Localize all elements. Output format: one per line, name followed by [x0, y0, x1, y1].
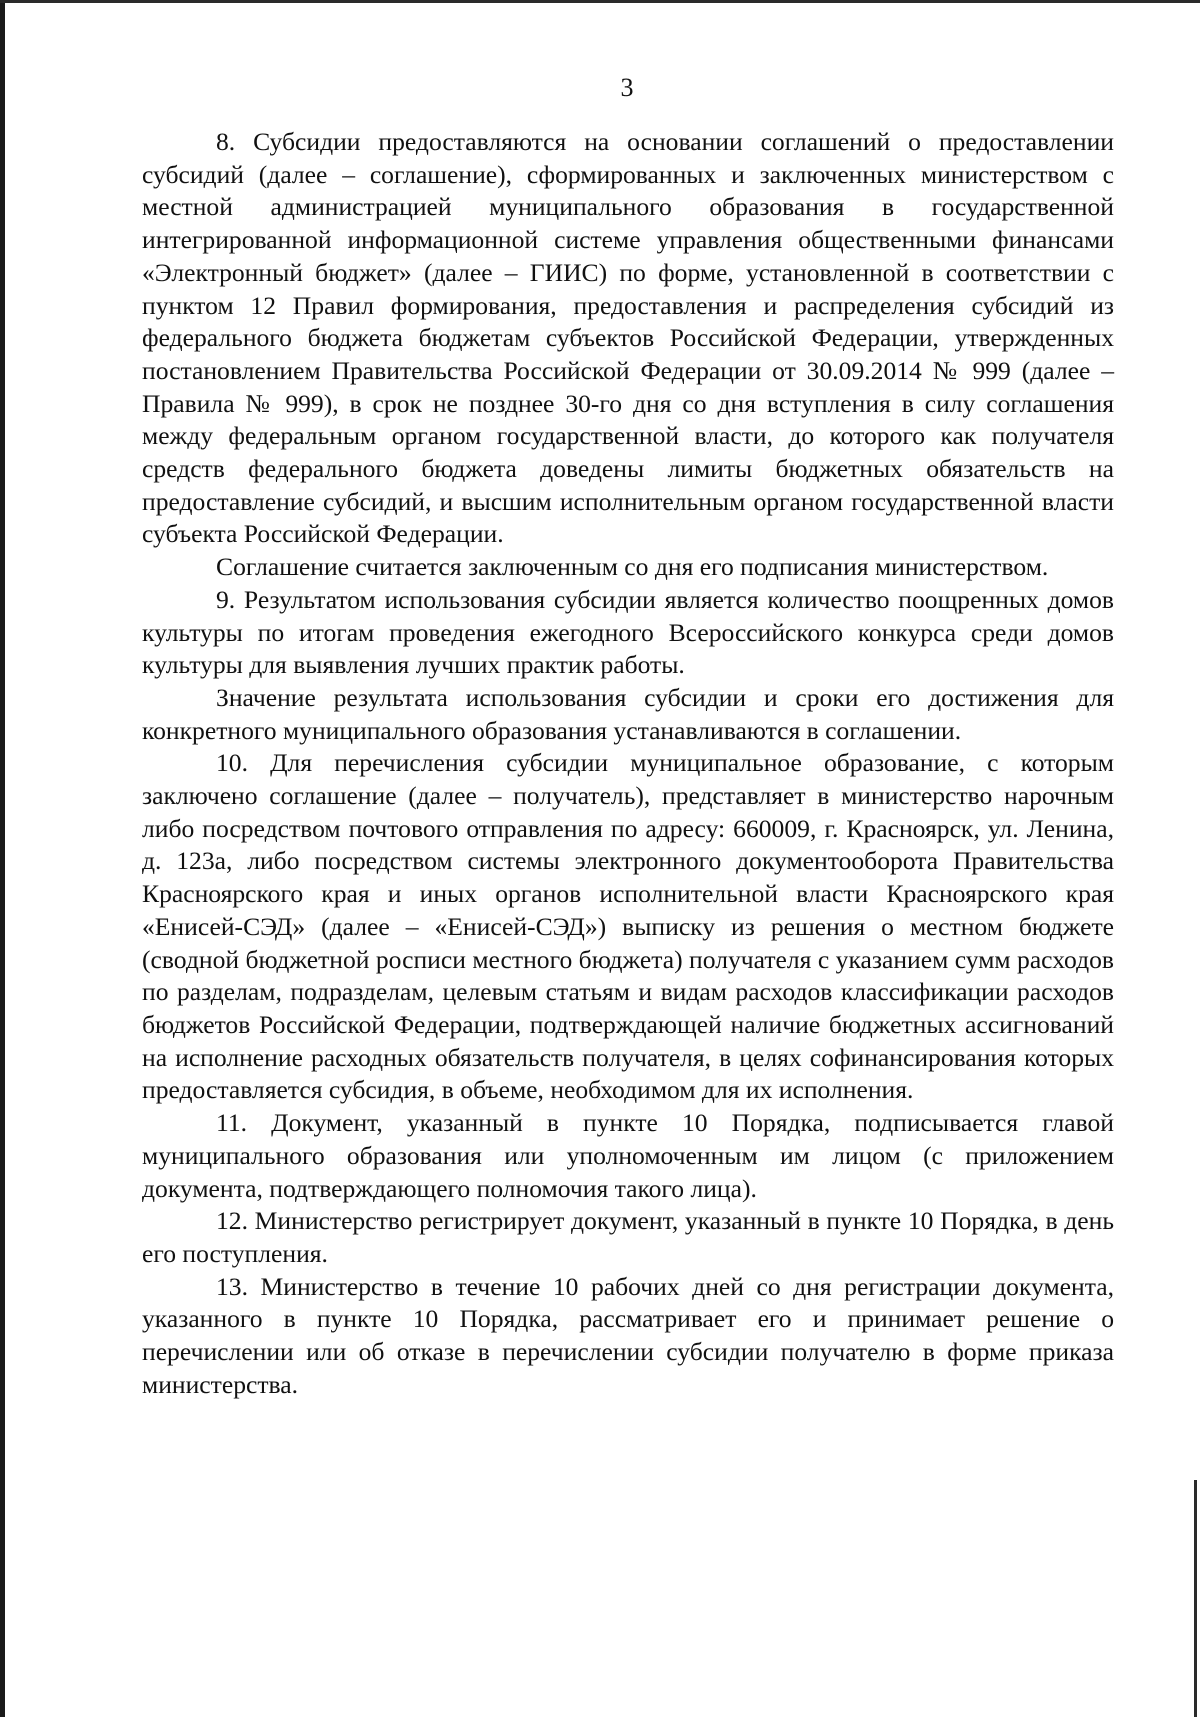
document-body: [142, 126, 1114, 1401]
paragraph-agreement-signed: Соглашение считается заключенным со дня его подписания министерством.: [216, 552, 1049, 582]
scan-edge-right: [1194, 1480, 1197, 1717]
paragraph-13: 13. Министерство в течение 10 рабочих дней со дня регистрации документа, указанного в пункте 10 Порядка, рассматривает его и принимает решение о перечислении или об отказе в перечислении субсидии получателю в форме приказа министерства.: [142, 1271, 1114, 1399]
scan-edge-left: [0, 0, 5, 1717]
paragraph-12: 12. Министерство регистрирует документ, указанный в пункте 10 Порядка, в день его поступления.: [142, 1206, 1114, 1268]
scan-edge-top: [0, 0, 1200, 3]
paragraph-8: 8. Субсидии предоставляются на основании соглашений о предоставлении субсидий (далее – соглашение), сформированных и заключенных министерством с местной администрацией муниципального образования в государственной интегрированной информационной системе управления общественными финансами «Электронный бюджет» (далее – ГИИС) по форме, установленной в соответствии с пунктом 12 Правил формирования, предоставления и распределения субсидий из федерального бюджета бюджетам субъектов Российской Федерации, утвержденных постановлением Правительства Российской Федерации от 30.09.2014 № 999 (далее – Правила № 999), в срок не позднее 30-го дня со дня вступления в силу соглашения между федеральным органом государственной власти, до которого как получателя средств федерального бюджета доведены лимиты бюджетных обязательств на предоставление субсидий, и высшим исполнительным органом государственной власти субъекта Российской Федерации.: [142, 127, 1114, 549]
paragraph-10: 10. Для перечисления субсидии муниципальное образование, с которым заключено соглашение (далее – получатель), представляет в министерство нарочным либо посредством почтового отправления по адресу: 660009, г. Красноярск, ул. Ленина, д. 123а, либо посредством системы электронного документооборота Правительства Красноярского края и иных органов исполнительной власти Красноярского края «Енисей-СЭД» (далее – «Енисей-СЭД») выписку из решения о местном бюджете (сводной бюджетной росписи местного бюджета) получателя с указанием сумм расходов по разделам, подразделам, целевым статьям и видам расходов классификации расходов бюджетов Российской Федерации, подтверждающей наличие бюджетных ассигнований на исполнение расходных обязательств получателя, в целях софинансирования которых предоставляется субсидия, в объеме, необходимом для их исполнения.: [142, 748, 1114, 1105]
page-number: 3: [620, 73, 634, 102]
paragraph-9: 9. Результатом использования субсидии является количество поощренных домов культуры по итогам проведения ежегодного Всероссийского конкурса среди домов культуры для выявления лучших практик работы.: [142, 584, 1114, 680]
paragraph-11: 11. Документ, указанный в пункте 10 Порядка, подписывается главой муниципального образования или уполномоченным им лицом (с приложением документа, подтверждающего полномочия такого лица).: [142, 1108, 1114, 1203]
paragraph-result-value: Значение результата использования субсидии и сроки его достижения для конкретного муниципального образования устанавливаются в соглашении.: [142, 682, 1114, 745]
